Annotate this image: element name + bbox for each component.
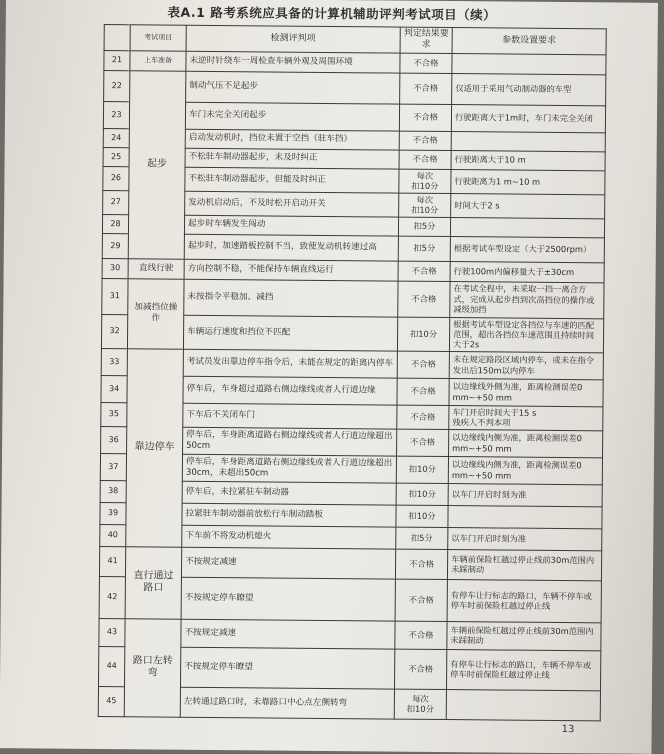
header-no xyxy=(104,25,130,51)
row-number: 24 xyxy=(103,128,129,147)
row-result: 不合格 xyxy=(398,261,450,281)
row-param: 行驶距离大于10 m xyxy=(451,150,605,170)
row-param: 有停车让行标志的路口，车辆不停车或停车时前保险杠越过停止线 xyxy=(447,579,601,622)
header-result: 判定结果要求 xyxy=(400,27,452,53)
row-param: 仅适用于采用气动制动器的车型 xyxy=(452,73,606,105)
row-number: 43 xyxy=(99,618,125,646)
row-number: 22 xyxy=(104,70,130,101)
row-param: 车辆前保险杠越过停止线前30m范围内未踩制动 xyxy=(447,621,601,650)
row-number: 30 xyxy=(102,258,128,278)
table-row xyxy=(104,70,606,105)
table-row xyxy=(99,546,601,580)
row-result: 扣10分 xyxy=(396,483,448,505)
row-item: 不松驻车制动器起步，未及时纠正 xyxy=(185,148,399,169)
row-item: 发动机启动后，不及时松开启动开关 xyxy=(185,191,399,217)
row-param xyxy=(451,131,605,151)
row-param: 在考试全程中，未采取一挡一离合方式，完成从起步挡到次高挡位的操作或减级加挡 xyxy=(450,281,604,318)
row-result: 不合格 xyxy=(397,405,449,429)
row-number: 25 xyxy=(103,147,129,166)
row-number: 23 xyxy=(103,101,129,128)
row-result: 不合格 xyxy=(395,579,447,621)
row-result: 不合格 xyxy=(398,281,450,317)
row-item: 不按规定停车瞭望 xyxy=(181,577,395,621)
row-result: 扣10分 xyxy=(396,505,448,527)
table-row xyxy=(101,348,603,379)
row-result: 不合格 xyxy=(399,150,451,169)
row-item: 未逆时针绕车一周检查车辆外观及周围环境 xyxy=(186,51,400,73)
row-item: 车辆运行速度和挡位不匹配 xyxy=(183,315,397,351)
row-item: 启动发动机时，挡位未置于空挡（驻车挡） xyxy=(185,129,399,150)
row-param: 以边缘线内侧为准，距离检测误差0 mm~+50 mm xyxy=(448,456,602,484)
row-result: 不合格 xyxy=(400,73,452,104)
row-param xyxy=(448,505,602,528)
row-param: 以边缘线外侧为准，距离检测误差0 mm~+50 mm xyxy=(449,378,603,406)
row-result: 不合格 xyxy=(400,53,452,73)
row-number: 27 xyxy=(103,190,129,214)
row-param: 未在规定路段区域内停车，或未在指令发出后150m以内停车 xyxy=(449,351,603,379)
row-param xyxy=(446,689,600,720)
header-param: 参数设置要求 xyxy=(452,28,606,55)
row-number: 28 xyxy=(102,214,128,233)
row-param: 以车门开启时刻为准 xyxy=(448,483,602,506)
row-result: 扣5分 xyxy=(396,527,448,549)
header-item: 检测评判项 xyxy=(186,25,400,52)
row-result: 不合格 xyxy=(394,649,446,689)
row-item: 停车后，车身距离道路右侧边缘线或者人行道边缘超出30cm，未超出50cm xyxy=(182,454,396,483)
row-category: 加减挡位操作 xyxy=(127,278,184,349)
row-item: 停车后，车身超过道路右侧边缘线或者人行道边缘 xyxy=(183,376,397,405)
row-number: 31 xyxy=(102,278,128,314)
row-item: 方向控制不稳，不能保持车辆直线运行 xyxy=(184,259,398,281)
row-item: 起步时车辆发生闯动 xyxy=(184,215,398,236)
row-param: 根据考试车型设定各挡位与车速的匹配范围，超出各挡位车速范围且持续时间大于2s xyxy=(449,317,603,352)
row-result: 每次 扣10分 xyxy=(394,689,446,719)
row-param: 时间大于2 s xyxy=(451,193,605,218)
table-title: 表A.1 路考系统应具备的计算机辅助评判考试项目（续） xyxy=(167,4,497,23)
row-item: 停车后，车身距离道路右侧边缘线或者人行道边缘超出50cm xyxy=(183,427,397,456)
row-number: 37 xyxy=(100,453,126,480)
row-param: 根据考试车型设定（大于2500rpm） xyxy=(450,236,604,262)
row-result: 不合格 xyxy=(395,621,447,649)
row-result: 扣5分 xyxy=(398,217,450,236)
row-result: 不合格 xyxy=(397,351,449,378)
header-category: 考试项目 xyxy=(130,25,186,51)
row-result: 扣5分 xyxy=(398,236,450,261)
row-param: 有停车让行标志的路口，车辆不停车或停车时前保险杠越过停止线 xyxy=(446,649,600,690)
row-item: 考试员发出靠边停车指令后，未能在规定的距离内停车 xyxy=(183,349,397,378)
row-number: 42 xyxy=(99,576,125,618)
row-category: 路口左转弯 xyxy=(124,618,181,716)
row-item: 起步时，加速踏板控制不当，致使发动机转速过高 xyxy=(184,234,398,261)
row-item: 下车后不关闭车门 xyxy=(183,403,397,429)
row-item: 不按规定减速 xyxy=(181,619,395,649)
row-result: 扣10分 xyxy=(397,317,449,352)
row-param xyxy=(450,217,604,237)
row-item: 制动气压不足起步 xyxy=(186,71,400,104)
row-number: 39 xyxy=(100,502,126,524)
row-param xyxy=(452,53,606,74)
row-result: 不合格 xyxy=(395,549,447,579)
row-result: 不合格 xyxy=(397,378,449,405)
row-category: 直线行驶 xyxy=(128,258,184,278)
row-param: 车辆前保险杠越过停止线前30m范围内未踩制动 xyxy=(447,549,601,580)
row-number: 35 xyxy=(101,402,127,426)
row-category: 靠边停车 xyxy=(126,348,184,546)
row-result: 每次 扣10分 xyxy=(399,193,451,217)
row-param: 行驶距离为1 m~10 m xyxy=(451,169,605,194)
row-number: 34 xyxy=(101,375,127,402)
row-number: 21 xyxy=(104,50,130,70)
row-param: 以边缘线内侧为准，距离检测误差0 mm~+50 mm xyxy=(449,429,603,457)
row-param: 行驶100m内偏移量大于±30cm xyxy=(450,261,604,282)
row-param: 车门开启时间大于15 s 残疾人不判本项 xyxy=(449,405,603,430)
row-number: 41 xyxy=(99,546,125,576)
row-item: 下车前不将发动机熄火 xyxy=(182,525,396,549)
table-row xyxy=(102,278,604,318)
row-result: 不合格 xyxy=(399,104,451,131)
row-item: 不按规定停车瞭望 xyxy=(181,647,395,689)
row-item: 左转通过路口时，未靠路口中心点左侧转弯 xyxy=(180,687,394,719)
row-category: 上车准备 xyxy=(130,50,186,70)
row-item: 不按规定减速 xyxy=(181,547,395,579)
row-item: 未按指令平稳加、减挡 xyxy=(184,279,398,317)
row-number: 32 xyxy=(101,314,127,348)
row-result: 不合格 xyxy=(397,429,449,456)
page-number: 13 xyxy=(561,724,575,736)
evaluation-table xyxy=(98,24,607,721)
row-category: 起步 xyxy=(128,70,186,258)
row-number: 36 xyxy=(101,426,127,453)
row-item: 停车后，未拉紧驻车制动器 xyxy=(182,481,396,505)
row-item: 拉紧驻车制动器前放松行车制动踏板 xyxy=(182,503,396,527)
row-number: 45 xyxy=(98,686,124,716)
table-row xyxy=(99,618,601,650)
row-number: 26 xyxy=(103,166,129,190)
row-number: 44 xyxy=(99,646,125,686)
row-item: 车门未完全关闭起步 xyxy=(185,102,399,131)
row-number: 29 xyxy=(102,233,128,258)
row-param: 行驶距离大于1m时，车门未完全关闭 xyxy=(451,104,605,132)
row-result: 扣10分 xyxy=(396,456,448,483)
row-number: 40 xyxy=(100,524,126,546)
row-number: 38 xyxy=(100,480,126,502)
row-param: 以车门开启时刻为准 xyxy=(448,527,602,550)
row-result: 不合格 xyxy=(399,131,451,150)
row-item: 不松驻车制动器起步，但能及时纠正 xyxy=(185,167,399,193)
row-category: 直行通过路口 xyxy=(125,546,182,618)
row-result: 每次 扣10分 xyxy=(399,169,451,193)
row-number: 33 xyxy=(101,348,127,375)
